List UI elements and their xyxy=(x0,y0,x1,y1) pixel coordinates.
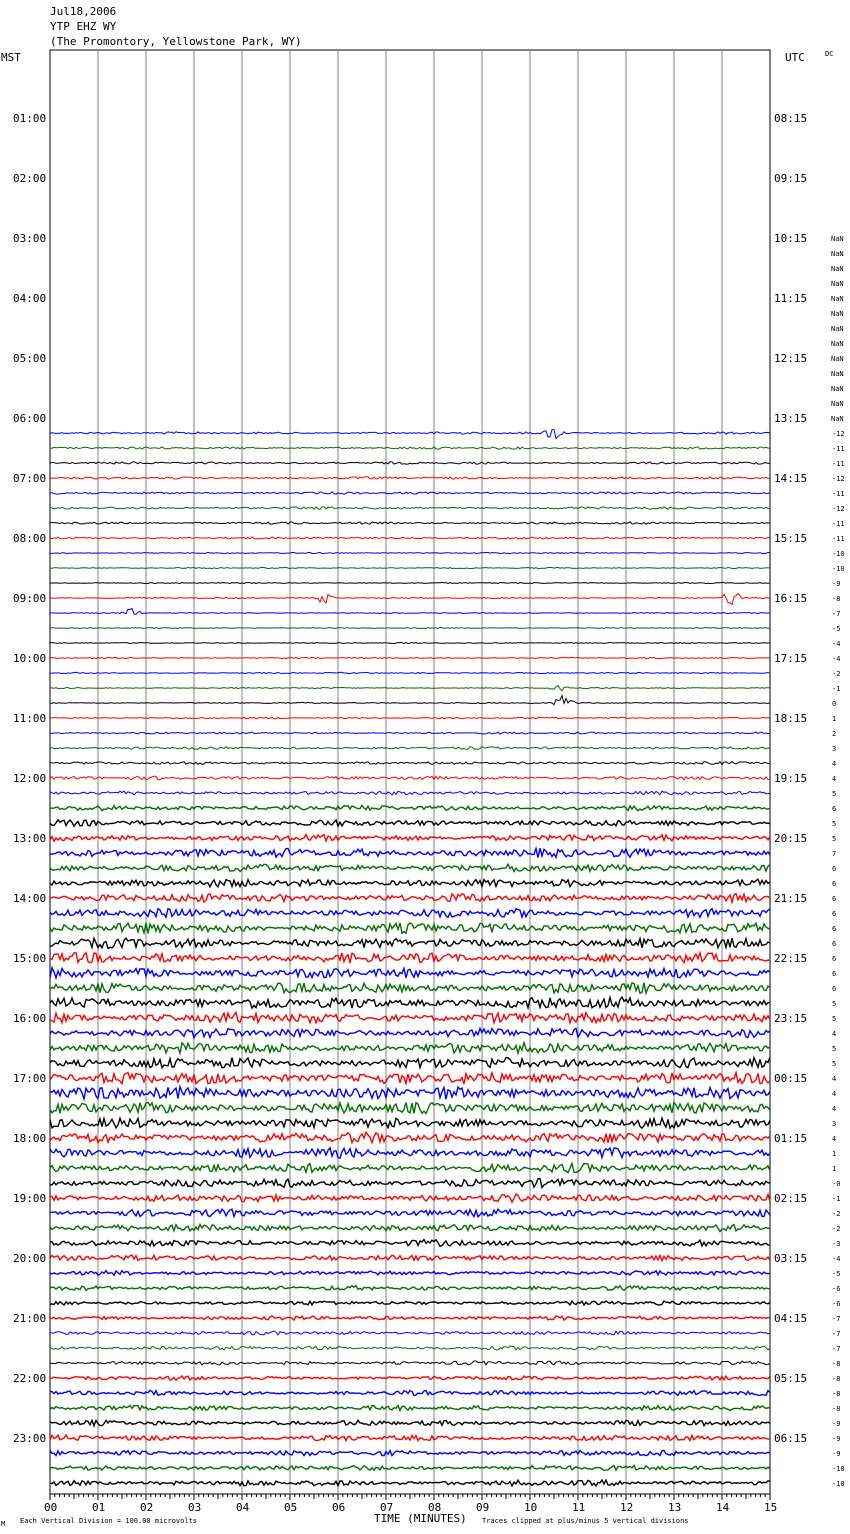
offset-label: -8 xyxy=(832,1390,841,1398)
nan-label: NaN xyxy=(831,385,844,393)
offset-label: -11 xyxy=(832,535,845,543)
offset-label: 6 xyxy=(832,805,837,813)
trace-row-34 xyxy=(50,567,770,568)
corner-mark: M xyxy=(1,1520,6,1528)
trace-row-42 xyxy=(50,685,770,690)
trace-row-73 xyxy=(50,1148,770,1158)
offset-label: 5 xyxy=(832,820,837,828)
trace-row-80 xyxy=(50,1255,770,1261)
offset-label: -8 xyxy=(832,1405,841,1413)
dc-label: DC xyxy=(825,50,834,58)
trace-row-28 xyxy=(50,477,770,479)
utc-label: 06:15 xyxy=(774,1432,808,1445)
offset-label: 5 xyxy=(832,1000,837,1008)
mst-label: 20:00 xyxy=(13,1252,47,1265)
utc-label: 14:15 xyxy=(774,472,808,485)
trace-row-93 xyxy=(50,1450,770,1455)
trace-row-38 xyxy=(50,628,770,629)
utc-label: 00:15 xyxy=(774,1072,808,1085)
mst-label: 08:00 xyxy=(13,532,47,545)
trace-row-72 xyxy=(50,1132,770,1143)
offset-label: 1 xyxy=(832,1150,837,1158)
offset-label: -11 xyxy=(832,445,845,453)
trace-row-57 xyxy=(50,909,770,918)
x-tick-label: 14 xyxy=(716,1501,730,1514)
mst-label: 09:00 xyxy=(13,592,47,605)
trace-row-51 xyxy=(50,820,770,827)
trace-row-65 xyxy=(50,1028,770,1038)
nan-label: NaN xyxy=(831,235,844,243)
offset-label: 0 xyxy=(832,700,837,708)
mst-label: 05:00 xyxy=(13,352,47,365)
offset-label: -4 xyxy=(832,640,841,648)
utc-label: 03:15 xyxy=(774,1252,808,1265)
x-tick-label: 13 xyxy=(668,1501,682,1514)
x-tick-label: 04 xyxy=(236,1501,250,1514)
trace-row-82 xyxy=(50,1286,770,1291)
trace-row-71 xyxy=(50,1118,770,1128)
mst-label: 02:00 xyxy=(13,172,47,185)
x-tick-label: 10 xyxy=(524,1501,538,1514)
mst-label: 06:00 xyxy=(13,412,47,425)
trace-row-95 xyxy=(50,1480,770,1486)
trace-row-79 xyxy=(50,1240,770,1247)
trace-row-81 xyxy=(50,1271,770,1276)
offset-label: -7 xyxy=(832,610,841,618)
seismic-traces xyxy=(50,430,770,1487)
trace-row-78 xyxy=(50,1224,770,1231)
offset-label: -5 xyxy=(832,1270,841,1278)
trace-row-75 xyxy=(50,1179,770,1188)
trace-row-37 xyxy=(50,608,770,614)
offset-label: 6 xyxy=(832,970,837,978)
trace-row-86 xyxy=(50,1346,770,1350)
x-tick-label: 03 xyxy=(188,1501,202,1514)
trace-row-70 xyxy=(50,1102,770,1113)
trace-row-94 xyxy=(50,1465,770,1470)
mst-label: 03:00 xyxy=(13,232,47,245)
utc-label: 22:15 xyxy=(774,952,808,965)
trace-row-30 xyxy=(50,507,770,510)
trace-row-67 xyxy=(50,1057,770,1068)
utc-label: 11:15 xyxy=(774,292,808,305)
station-location: (The Promontory, Yellowstone Park, WY) xyxy=(50,35,302,48)
utc-label: 16:15 xyxy=(774,592,808,605)
mst-label: 18:00 xyxy=(13,1132,47,1145)
trace-row-27 xyxy=(50,462,770,464)
utc-label: 20:15 xyxy=(774,832,808,845)
nan-label: NaN xyxy=(831,310,844,318)
offset-label: 3 xyxy=(832,745,837,753)
trace-row-50 xyxy=(50,805,770,810)
trace-row-29 xyxy=(50,492,770,494)
offset-label: 4 xyxy=(832,760,837,768)
trace-row-85 xyxy=(50,1331,770,1335)
time-labels xyxy=(13,112,845,1488)
x-tick-label: 15 xyxy=(764,1501,778,1514)
mst-label: 15:00 xyxy=(13,952,47,965)
mst-label: 17:00 xyxy=(13,1072,47,1085)
mst-label: 12:00 xyxy=(13,772,47,785)
trace-row-90 xyxy=(50,1405,770,1410)
offset-label: 4 xyxy=(832,1030,837,1038)
trace-row-87 xyxy=(50,1361,770,1365)
offset-label: -1 xyxy=(832,1195,841,1203)
offset-label: 4 xyxy=(832,1090,837,1098)
trace-row-25 xyxy=(50,430,770,439)
offset-label: -10 xyxy=(832,1480,845,1488)
offset-label: 5 xyxy=(832,1045,837,1053)
offset-label: -10 xyxy=(832,565,845,573)
x-axis xyxy=(44,1494,777,1514)
offset-label: -2 xyxy=(832,670,841,678)
trace-row-92 xyxy=(50,1435,770,1441)
nan-label: NaN xyxy=(831,400,844,408)
mst-label: 11:00 xyxy=(13,712,47,725)
nan-label: NaN xyxy=(831,265,844,273)
offset-label: -6 xyxy=(832,1300,841,1308)
offset-label: 4 xyxy=(832,1105,837,1113)
offset-label: -9 xyxy=(832,1420,841,1428)
offset-label: 4 xyxy=(832,1075,837,1083)
offset-label: 5 xyxy=(832,835,837,843)
trace-row-62 xyxy=(50,983,770,994)
nan-label: NaN xyxy=(831,415,844,423)
offset-label: 3 xyxy=(832,1120,837,1128)
x-tick-label: 11 xyxy=(572,1501,586,1514)
offset-label: 5 xyxy=(832,1060,837,1068)
offset-label: -9 xyxy=(832,1435,841,1443)
offset-label: 6 xyxy=(832,955,837,963)
offset-label: -7 xyxy=(832,1330,841,1338)
trace-row-64 xyxy=(50,1012,770,1022)
utc-label: 04:15 xyxy=(774,1312,808,1325)
trace-row-77 xyxy=(50,1209,770,1217)
offset-label: -6 xyxy=(832,1285,841,1293)
trace-row-39 xyxy=(50,643,770,644)
trace-row-35 xyxy=(50,582,770,583)
trace-row-69 xyxy=(50,1087,770,1100)
offset-label: -11 xyxy=(832,460,845,468)
plot-frame xyxy=(50,50,770,1494)
offset-label: -9 xyxy=(832,580,841,588)
trace-row-53 xyxy=(50,848,770,857)
offset-label: -7 xyxy=(832,1315,841,1323)
x-tick-label: 00 xyxy=(44,1501,58,1514)
minute-gridlines xyxy=(98,50,722,1494)
offset-label: -8 xyxy=(832,595,841,603)
mst-label: 14:00 xyxy=(13,892,47,905)
trace-row-26 xyxy=(50,447,770,449)
offset-label: -8 xyxy=(832,1375,841,1383)
offset-label: 6 xyxy=(832,895,837,903)
offset-label: -12 xyxy=(832,430,845,438)
offset-label: 4 xyxy=(832,775,837,783)
trace-row-74 xyxy=(50,1163,770,1172)
offset-label: -0 xyxy=(832,1180,841,1188)
offset-label: 1 xyxy=(832,715,837,723)
trace-row-61 xyxy=(50,968,770,978)
trace-row-31 xyxy=(50,522,770,524)
offset-label: -11 xyxy=(832,520,845,528)
offset-label: -9 xyxy=(832,1450,841,1458)
trace-row-76 xyxy=(50,1194,770,1202)
offset-label: 6 xyxy=(832,940,837,948)
mst-label: 10:00 xyxy=(13,652,47,665)
nan-label: NaN xyxy=(831,370,844,378)
utc-label: 15:15 xyxy=(774,532,808,545)
trace-row-91 xyxy=(50,1420,770,1426)
left-timezone-label: MST xyxy=(1,51,21,64)
trace-row-48 xyxy=(50,776,770,780)
trace-row-43 xyxy=(50,695,770,704)
utc-label: 17:15 xyxy=(774,652,808,665)
nan-label: NaN xyxy=(831,325,844,333)
mst-label: 13:00 xyxy=(13,832,47,845)
x-tick-label: 06 xyxy=(332,1501,346,1514)
offset-label: -2 xyxy=(832,1225,841,1233)
offset-label: 6 xyxy=(832,880,837,888)
offset-label: 6 xyxy=(832,925,837,933)
nan-label: NaN xyxy=(831,340,844,348)
trace-row-36 xyxy=(50,594,770,605)
offset-label: -11 xyxy=(832,490,845,498)
utc-label: 21:15 xyxy=(774,892,808,905)
offset-label: -4 xyxy=(832,1255,841,1263)
offset-label: -12 xyxy=(832,475,845,483)
x-tick-label: 01 xyxy=(92,1501,106,1514)
mst-label: 21:00 xyxy=(13,1312,47,1325)
offset-label: -2 xyxy=(832,1210,841,1218)
offset-label: 7 xyxy=(832,850,837,858)
x-axis-title: TIME (MINUTES) xyxy=(374,1512,467,1525)
utc-label: 23:15 xyxy=(774,1012,808,1025)
utc-label: 08:15 xyxy=(774,112,808,125)
offset-label: 6 xyxy=(832,910,837,918)
trace-row-63 xyxy=(50,997,770,1008)
trace-row-66 xyxy=(50,1043,770,1054)
trace-row-88 xyxy=(50,1376,770,1380)
offset-label: -10 xyxy=(832,1465,845,1473)
mst-label: 16:00 xyxy=(13,1012,47,1025)
trace-row-40 xyxy=(50,657,770,658)
trace-row-33 xyxy=(50,552,770,553)
trace-row-44 xyxy=(50,717,770,719)
trace-row-52 xyxy=(50,835,770,842)
x-tick-label: 07 xyxy=(380,1501,394,1514)
right-timezone-label: UTC xyxy=(785,51,805,64)
nan-label: NaN xyxy=(831,280,844,288)
trace-row-49 xyxy=(50,791,770,795)
offset-label: 1 xyxy=(832,1165,837,1173)
x-tick-label: 09 xyxy=(476,1501,490,1514)
utc-label: 19:15 xyxy=(774,772,808,785)
trace-row-60 xyxy=(50,953,770,963)
x-tick-label: 02 xyxy=(140,1501,154,1514)
offset-label: -1 xyxy=(832,685,841,693)
trace-row-58 xyxy=(50,923,770,933)
scale-note: Each Vertical Division = 100.00 microvolts xyxy=(20,1517,198,1525)
offset-label: -8 xyxy=(832,1360,841,1368)
offset-label: 4 xyxy=(832,1135,837,1143)
trace-row-54 xyxy=(50,864,770,871)
offset-label: 2 xyxy=(832,730,837,738)
offset-label: 5 xyxy=(832,790,837,798)
trace-row-32 xyxy=(50,537,770,539)
trace-row-56 xyxy=(50,894,770,903)
nan-label: NaN xyxy=(831,355,844,363)
x-tick-label: 12 xyxy=(620,1501,634,1514)
trace-row-41 xyxy=(50,672,770,673)
utc-label: 10:15 xyxy=(774,232,808,245)
trace-row-45 xyxy=(50,732,770,734)
mst-label: 07:00 xyxy=(13,472,47,485)
trace-row-89 xyxy=(50,1391,770,1396)
offset-label: -3 xyxy=(832,1240,841,1248)
clip-note: Traces clipped at plus/minus 5 vertical divisions xyxy=(482,1517,689,1525)
offset-label: -10 xyxy=(832,550,845,558)
offset-label: 6 xyxy=(832,865,837,873)
trace-row-84 xyxy=(50,1316,770,1320)
offset-label: -5 xyxy=(832,625,841,633)
nan-label: NaN xyxy=(831,295,844,303)
trace-row-68 xyxy=(50,1073,770,1085)
offset-label: -4 xyxy=(832,655,841,663)
utc-label: 18:15 xyxy=(774,712,808,725)
offset-label: -12 xyxy=(832,505,845,513)
mst-label: 01:00 xyxy=(13,112,47,125)
trace-row-46 xyxy=(50,747,770,750)
mst-label: 22:00 xyxy=(13,1372,47,1385)
offset-label: -7 xyxy=(832,1345,841,1353)
mst-label: 23:00 xyxy=(13,1432,47,1445)
utc-label: 02:15 xyxy=(774,1192,808,1205)
x-tick-label: 08 xyxy=(428,1501,442,1514)
mst-label: 04:00 xyxy=(13,292,47,305)
trace-row-83 xyxy=(50,1301,770,1305)
utc-label: 01:15 xyxy=(774,1132,808,1145)
nan-label: NaN xyxy=(831,250,844,258)
chart-date: Jul18,2006 xyxy=(50,5,117,18)
x-tick-label: 05 xyxy=(284,1501,298,1514)
offset-label: 6 xyxy=(832,985,837,993)
utc-label: 05:15 xyxy=(774,1372,808,1385)
utc-label: 12:15 xyxy=(774,352,808,365)
trace-row-59 xyxy=(50,938,770,948)
trace-row-47 xyxy=(50,762,770,765)
mst-label: 19:00 xyxy=(13,1192,47,1205)
utc-label: 13:15 xyxy=(774,412,808,425)
utc-label: 09:15 xyxy=(774,172,808,185)
trace-row-55 xyxy=(50,879,770,887)
station-name: YTP EHZ WY xyxy=(50,20,117,33)
offset-label: 5 xyxy=(832,1015,837,1023)
